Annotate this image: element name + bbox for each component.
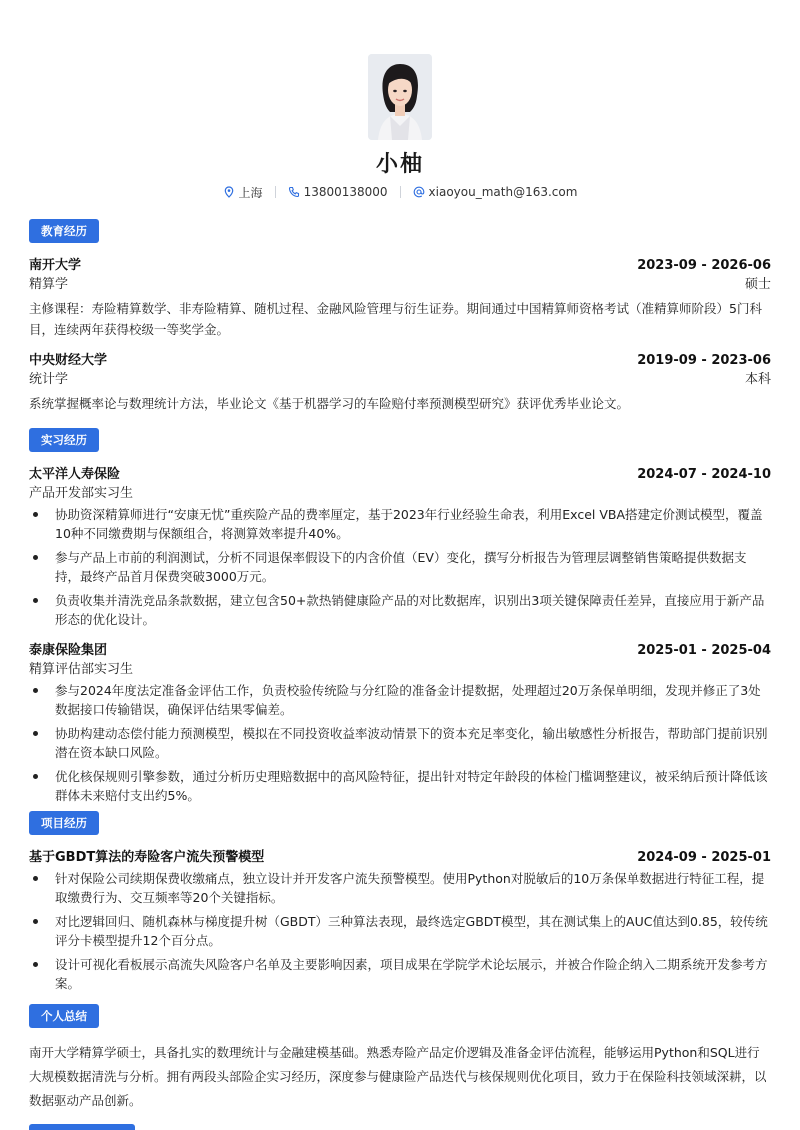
list-item: 参与产品上市前的利润测试，分析不同退保率假设下的内含价值（EV）变化，撰写分析报告为管理层调整销售策略提供数据支持，最终产品首月保费突破3000万元。 (29, 548, 771, 586)
contact-email (413, 185, 578, 199)
education-description: 主修课程：寿险精算数学、非寿险精算、随机过程、金融风险管理与衍生证券。期间通过中国精算师资格考试（准精算师阶段）5门科目，连续两年获得校级一等奖学金。 (29, 301, 762, 337)
role: 产品开发部实习生 (29, 486, 134, 501)
location-text: 上海 (238, 185, 263, 200)
list-item: 参与2024年度法定准备金评估工作，负责校验传统险与分红险的准备金计提数据，处理超过20万条保单明细，发现并修正了3处数据接口传输错误，确保评估结果零偏差。 (29, 681, 771, 719)
internship-item-header (29, 639, 771, 658)
education-item-header (29, 349, 771, 368)
section-title-summary: 个人总结 (29, 1004, 99, 1028)
internship-item (29, 639, 771, 805)
internship-item (29, 463, 771, 629)
section-title-internship: 实习经历 (29, 428, 99, 452)
project-item-header (29, 846, 771, 865)
contact-phone (288, 185, 388, 199)
list-item: 优化核保规则引擎参数，通过分析历史理赔数据中的高风险特征，提出针对特定年龄段的体检门槛调整建议，被采纳后预计降低该群体未来赔付支出约5%。 (29, 767, 771, 805)
education-item-subheader (29, 273, 771, 292)
section-title-education: 教育经历 (29, 219, 99, 243)
school-name: 中央财经大学 (29, 353, 108, 368)
list-item: 协助资深精算师进行“安康无忧”重疾险产品的费率厘定，基于2023年行业经验生命表，利用Excel VBA搭建定价测试模型，覆盖10种不同缴费期与保额组合，将测算效率提升40%。 (29, 505, 771, 543)
list-item: 对比逻辑回归、随机森林与梯度提升树（GBDT）三种算法表现，最终选定GBDT模型，其在测试集上的AUC值达到0.85，较传统评分卡模型提升12个百分点。 (29, 912, 771, 950)
education-item (29, 254, 771, 340)
degree: 本科 (744, 372, 771, 387)
degree: 硕士 (744, 277, 771, 292)
list-item: 协助构建动态偿付能力预测模型，模拟在不同投资收益率波动情景下的资本充足率变化，输出敏感性分析报告，帮助部门提前识别潜在资本缺口风险。 (29, 724, 771, 762)
email-at-icon (413, 186, 425, 198)
company-name: 太平洋人寿保险 (29, 467, 121, 482)
contact-bar (29, 183, 771, 201)
project-bullets (29, 869, 771, 993)
candidate-name: 小柚 (375, 152, 424, 177)
phone-text: 13800138000 (303, 185, 388, 199)
next-section-badge-edge (29, 1124, 135, 1130)
major: 精算学 (29, 277, 69, 292)
project-section (29, 811, 771, 998)
date-range: 2023-09 - 2026-06 (637, 258, 771, 273)
phone-icon (288, 186, 300, 198)
profile-photo (368, 54, 432, 140)
education-description: 系统掌握概率论与数理统计方法，毕业论文《基于机器学习的车险赔付率预测模型研究》获评优秀毕业论文。 (29, 396, 630, 411)
summary-text: 南开大学精算学硕士，具备扎实的数理统计与金融建模基础。熟悉寿险产品定价逻辑及准备金评估流程，能够运用Python和SQL进行大规模数据清洗与分析。拥有两段头部险企实习经历，深度参与健康险产品迭代与核保规则优化项目，致力于在保险科技领域深耕，以数据驱动产品创新。 (29, 1045, 767, 1108)
contact-location (223, 184, 263, 201)
internship-bullets (29, 505, 771, 629)
internship-item-header (29, 463, 771, 482)
company-name: 泰康保险集团 (29, 643, 108, 658)
date-range: 2019-09 - 2023-06 (637, 353, 771, 368)
project-name: 基于GBDT算法的寿险客户流失预警模型 (29, 850, 265, 865)
list-item: 针对保险公司续期保费收缴痛点，独立设计并开发客户流失预警模型。使用Python对脱敏后的10万条保单数据进行特征工程，提取缴费行为、交互频率等20个关键指标。 (29, 869, 771, 907)
date-range: 2025-01 - 2025-04 (637, 643, 771, 658)
internship-bullets (29, 681, 771, 805)
portrait-image (368, 54, 432, 140)
education-item-header (29, 254, 771, 273)
location-pin-icon (223, 186, 235, 198)
date-range: 2024-07 - 2024-10 (637, 467, 771, 482)
internship-section (29, 428, 771, 810)
contact-divider (400, 186, 401, 198)
education-item (29, 349, 771, 414)
contact-divider (275, 186, 276, 198)
date-range: 2024-09 - 2025-01 (637, 850, 771, 865)
section-title-project: 项目经历 (29, 811, 99, 835)
resume-page (29, 0, 771, 1130)
project-item (29, 846, 771, 993)
summary-section (29, 1004, 771, 1113)
education-section (29, 219, 771, 414)
email-text: xiaoyou_math@163.com (428, 185, 578, 199)
school-name: 南开大学 (29, 258, 82, 273)
list-item: 负责收集并清洗竞品条款数据，建立包含50+款热销健康险产品的对比数据库，识别出3项关键保障责任差异，直接应用于新产品形态的优化设计。 (29, 591, 771, 629)
education-item-subheader (29, 368, 771, 387)
list-item: 设计可视化看板展示高流失风险客户名单及主要影响因素，项目成果在学院学术论坛展示，并被合作险企纳入二期系统开发参考方案。 (29, 955, 771, 993)
major: 统计学 (29, 372, 69, 387)
role: 精算评估部实习生 (29, 662, 134, 677)
